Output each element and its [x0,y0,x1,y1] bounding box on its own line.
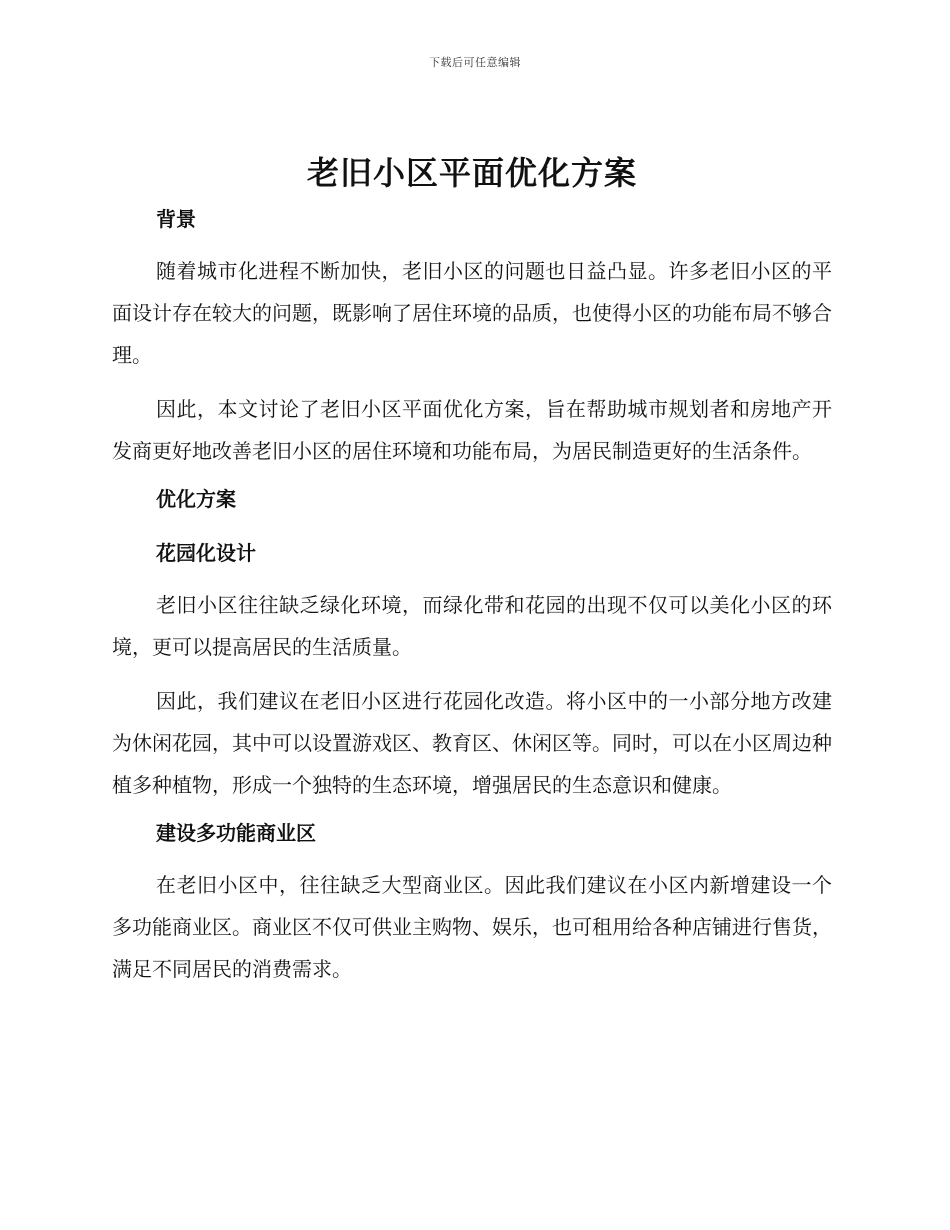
subsection-heading-garden: 花园化设计 [156,541,256,565]
subsection-heading-commercial: 建设多功能商业区 [156,821,316,845]
section-heading-background: 背景 [156,207,196,231]
header-note: 下载后可任意编辑 [429,56,521,69]
paragraph: 因此，本文讨论了老旧小区平面优化方案，旨在帮助城市规划者和房地产开发商更好地改善老旧小区的居住环境和功能布局，为居民制造更好的生活条件。 [112,397,832,463]
paragraph: 因此，我们建议在老旧小区进行花园化改造。将小区中的一小部分地方改建为休闲花园，其中可以设置游戏区、教育区、休闲区等。同时，可以在小区周边种植多种植物，形成一个独特的生态环境，增强居民的生态意识和健康。 [112,689,832,797]
document-body [112,150,832,990]
paragraph: 老旧小区往往缺乏绿化环境，而绿化带和花园的出现不仅可以美化小区的环境，更可以提高居民的生活质量。 [112,593,832,659]
section-heading-optimization: 优化方案 [156,487,236,511]
paragraph: 随着城市化进程不断加快，老旧小区的问题也日益凸显。许多老旧小区的平面设计存在较大的问题，既影响了居住环境的品质，也使得小区的功能布局不够合理。 [112,259,832,367]
document-title: 老旧小区平面优化方案 [306,154,637,192]
paragraph: 在老旧小区中，往往缺乏大型商业区。因此我们建议在小区内新增建设一个多功能商业区。商业区不仅可供业主购物、娱乐，也可租用给各种店铺进行售货，满足不同居民的消费需求。 [112,873,832,981]
